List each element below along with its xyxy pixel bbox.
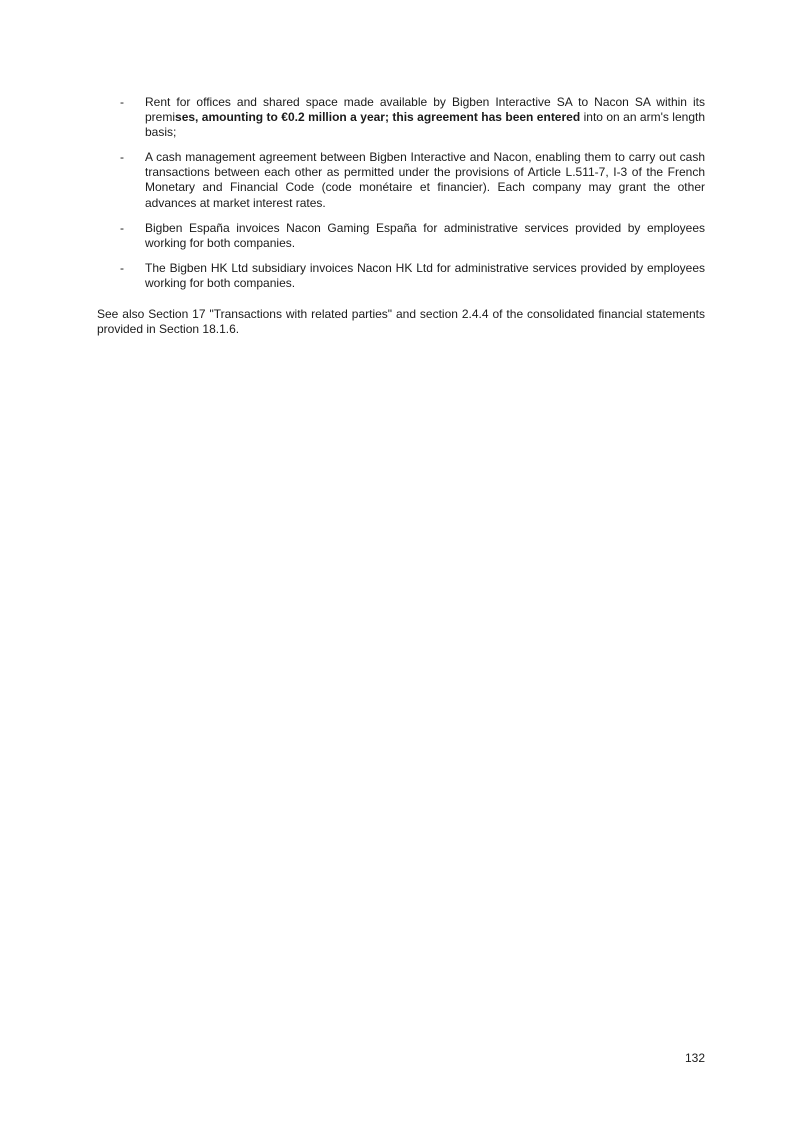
bullet-text: The Bigben HK Ltd subsidiary invoices Nacon HK Ltd for administrative services provided by employees working for both companies. [145, 260, 705, 290]
bullet-dash: - [120, 150, 124, 165]
text-segment: Rent for offices and shared space made available by Bigben Interactive SA to Nacon SA within its premi [145, 95, 705, 125]
bullet-item [97, 261, 705, 291]
bullet-dash: - [120, 260, 124, 275]
page-content [97, 95, 705, 337]
closing-paragraph: See also Section 17 "Transactions with related parties" and section 2.4.4 of the consolidated financial statements provided in Section 18.1.6. [97, 307, 705, 337]
bullet-dash: - [120, 95, 124, 109]
text-segment: into on an arm's length basis; [145, 110, 706, 140]
text-segment-bold: ses, amounting to €0.2 million a year; this agreement has been entered [175, 110, 581, 125]
bullet-dash: - [120, 220, 124, 235]
bullet-text: A cash management agreement between Bigben Interactive and Nacon, enabling them to carry out cash transactions between each other as permitted under the provisions of Article L.511-7, I-3 of the French Monetary and Financial Code (code monétaire et financier). Each company may grant the other advances at market interest rates. [145, 150, 705, 210]
bullet-text: Bigben España invoices Nacon Gaming España for administrative services provided by employees working for both companies. [145, 220, 705, 250]
bullet-item [97, 221, 705, 251]
page-number: 132 [684, 1051, 705, 1065]
bullet-text [145, 95, 705, 140]
bullet-item [97, 95, 705, 140]
bullet-item [97, 150, 705, 210]
